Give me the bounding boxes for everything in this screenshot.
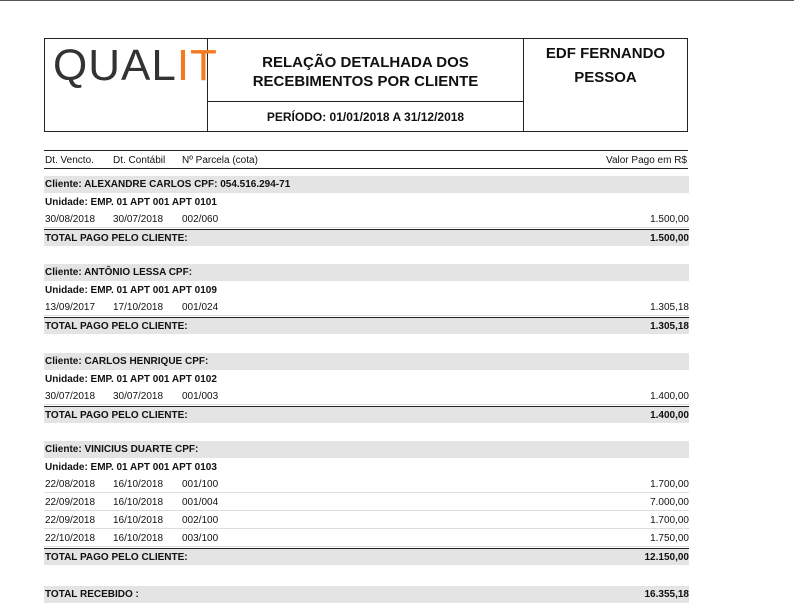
parcel-number: 002/060	[182, 214, 219, 225]
parcel-number: 001/004	[182, 497, 219, 508]
period-cell	[208, 102, 524, 131]
payment-row	[44, 211, 689, 228]
client-total-value: 1.305,18	[650, 321, 689, 332]
parcel-number: 003/100	[182, 533, 219, 544]
column-header-row	[44, 150, 688, 169]
client-total-value: 12.150,00	[644, 552, 689, 563]
client-name: Cliente: VINICIUS DUARTE CPF:	[45, 444, 199, 455]
report-title: RELAÇÃO DETALHADA DOS RECEBIMENTOS POR CLIENTE	[252, 54, 479, 90]
client-total-value: 1.400,00	[650, 410, 689, 421]
paid-value: 1.750,00	[650, 533, 689, 544]
grand-total-value: 16.355,18	[644, 589, 689, 600]
client-name: Cliente: ALEXANDRE CARLOS CPF: 054.516.294-71	[45, 179, 291, 190]
accounting-date: 30/07/2018	[113, 391, 164, 402]
client-row	[44, 353, 689, 370]
parcel-number: 002/100	[182, 515, 219, 526]
report-period: PERÍODO: 01/01/2018 A 31/12/2018	[266, 109, 465, 124]
parcel-number: 001/100	[182, 479, 219, 490]
accounting-date: 30/07/2018	[113, 214, 164, 225]
due-date: 22/09/2018	[45, 515, 96, 526]
client-total-label: TOTAL PAGO PELO CLIENTE:	[45, 321, 188, 332]
client-row	[44, 441, 689, 458]
paid-value: 1.700,00	[650, 479, 689, 490]
col-accounting-date: Dt. Contábil	[113, 155, 166, 166]
due-date: 13/09/2017	[45, 302, 96, 313]
client-total-row	[44, 406, 689, 423]
company-cell	[524, 39, 687, 131]
accounting-date: 16/10/2018	[113, 497, 164, 508]
unit-row	[44, 194, 689, 211]
accounting-date: 16/10/2018	[113, 479, 164, 490]
unit-row	[44, 459, 689, 476]
client-name: Cliente: ANTÔNIO LESSA CPF:	[45, 267, 193, 278]
unit-label: Unidade: EMP. 01 APT 001 APT 0109	[45, 285, 217, 296]
paid-value: 7.000,00	[650, 497, 689, 508]
client-total-label: TOTAL PAGO PELO CLIENTE:	[45, 552, 188, 563]
accounting-date: 17/10/2018	[113, 302, 164, 313]
client-total-value: 1.500,00	[650, 233, 689, 244]
grand-total-row	[44, 586, 689, 603]
parcel-number: 001/003	[182, 391, 219, 402]
client-total-row	[44, 548, 689, 565]
col-parcel: Nº Parcela (cota)	[182, 155, 258, 166]
unit-row	[44, 282, 689, 299]
payment-row	[44, 299, 689, 316]
due-date: 22/09/2018	[45, 497, 96, 508]
unit-label: Unidade: EMP. 01 APT 001 APT 0101	[45, 197, 217, 208]
client-row	[44, 264, 689, 281]
client-total-row	[44, 229, 689, 246]
payment-row	[44, 512, 689, 529]
client-name: Cliente: CARLOS HENRIQUE CPF:	[45, 356, 209, 367]
logo-part-1: QUAL	[53, 41, 177, 90]
accounting-date: 16/10/2018	[113, 515, 164, 526]
company-name: EDF FERNANDO PESSOA	[545, 45, 666, 86]
col-due-date: Dt. Vencto.	[45, 155, 94, 166]
accounting-date: 16/10/2018	[113, 533, 164, 544]
due-date: 22/08/2018	[45, 479, 96, 490]
due-date: 30/08/2018	[45, 214, 96, 225]
client-total-row	[44, 317, 689, 334]
client-row	[44, 176, 689, 193]
payment-row	[44, 530, 689, 547]
grand-total-label: TOTAL RECEBIDO :	[45, 589, 139, 600]
due-date: 30/07/2018	[45, 391, 96, 402]
client-total-label: TOTAL PAGO PELO CLIENTE:	[45, 410, 188, 421]
unit-label: Unidade: EMP. 01 APT 001 APT 0102	[45, 374, 217, 385]
paid-value: 1.400,00	[650, 391, 689, 402]
qualit-logo	[53, 41, 218, 91]
logo-part-2: IT	[176, 41, 218, 90]
client-total-label: TOTAL PAGO PELO CLIENTE:	[45, 233, 188, 244]
unit-row	[44, 371, 689, 388]
paid-value: 1.500,00	[650, 214, 689, 225]
logo-cell	[45, 39, 218, 131]
paid-value: 1.305,18	[650, 302, 689, 313]
page-top-border	[0, 0, 794, 1]
due-date: 22/10/2018	[45, 533, 96, 544]
payment-row	[44, 476, 689, 493]
title-cell	[208, 39, 524, 102]
unit-label: Unidade: EMP. 01 APT 001 APT 0103	[45, 462, 217, 473]
parcel-number: 001/024	[182, 302, 219, 313]
report-header	[44, 38, 688, 132]
paid-value: 1.700,00	[650, 515, 689, 526]
payment-row	[44, 388, 689, 405]
col-value: Valor Pago em R$	[606, 155, 687, 166]
payment-row	[44, 494, 689, 511]
